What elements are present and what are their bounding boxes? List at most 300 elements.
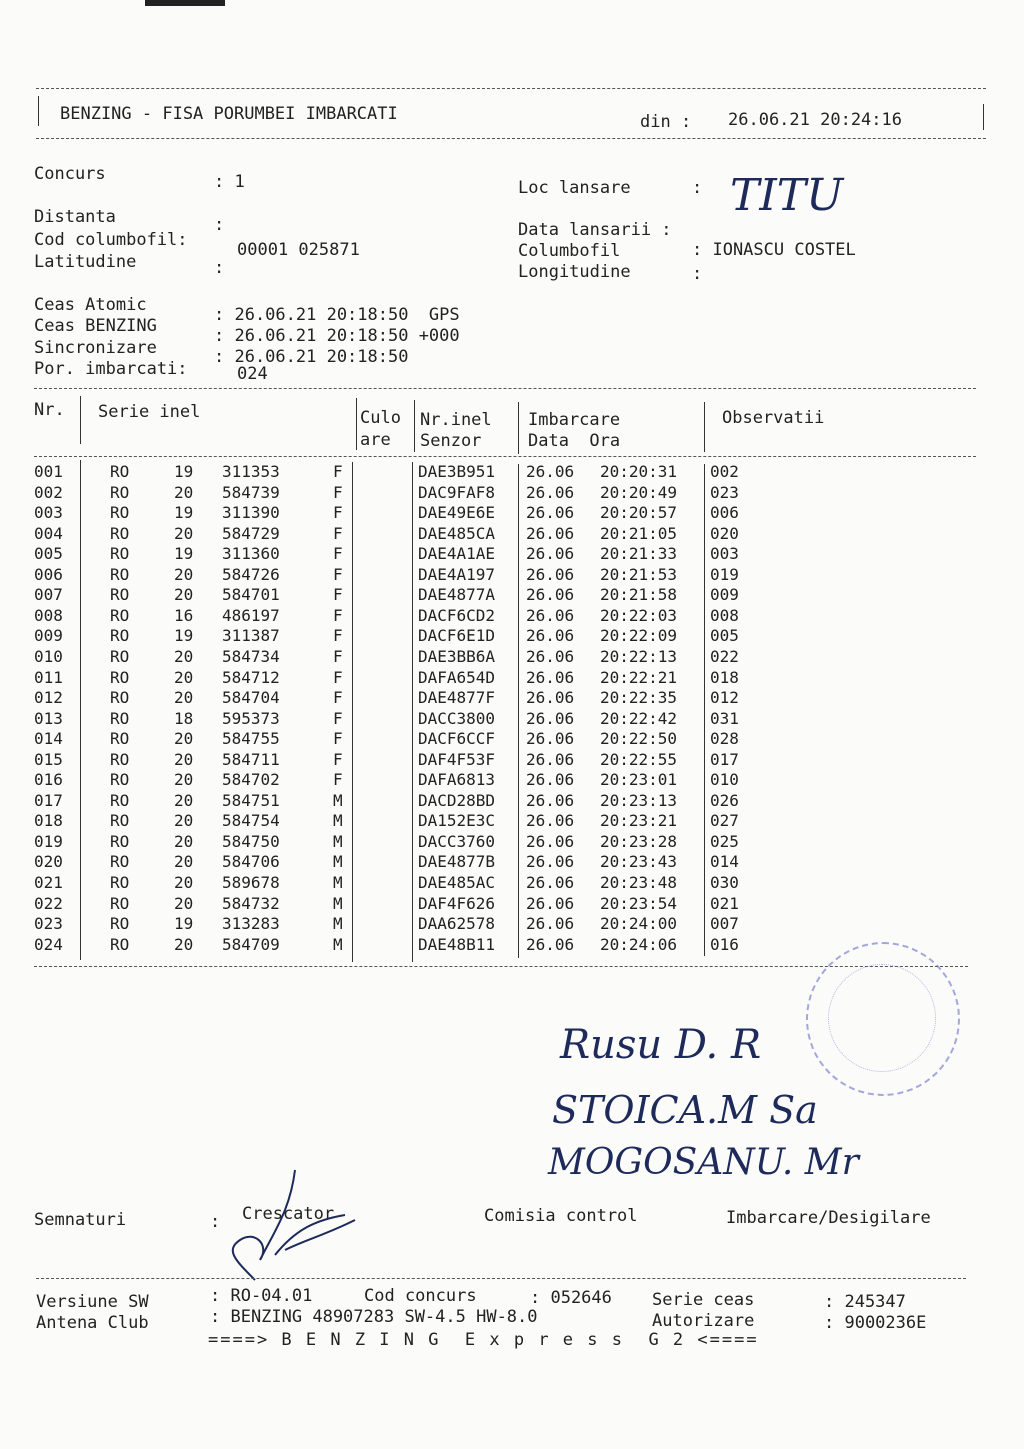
cell-data: 26.06 bbox=[526, 893, 575, 913]
table-row bbox=[0, 503, 1024, 523]
cell-data: 26.06 bbox=[526, 852, 575, 872]
cell-sex: F bbox=[333, 770, 343, 790]
cell-an: 20 bbox=[174, 482, 194, 502]
scan-edge-mark bbox=[145, 0, 225, 6]
cell-obs: 008 bbox=[710, 605, 739, 625]
cell-nr: 015 bbox=[34, 749, 63, 769]
cell-sex: F bbox=[333, 646, 343, 666]
cell-sex: M bbox=[333, 831, 343, 851]
cell-an: 18 bbox=[174, 708, 194, 728]
benzing-express-banner: ====> B E N Z I N G E x p r e s s G 2 <==== bbox=[208, 1330, 759, 1350]
distanta-label: Distanta bbox=[34, 207, 116, 227]
handwritten-name-2: STOICA.M Sa bbox=[552, 1088, 818, 1132]
cell-numar: 584755 bbox=[222, 729, 280, 749]
cell-ora: 20:22:42 bbox=[600, 708, 678, 728]
cell-tara: RO bbox=[110, 790, 130, 810]
cell-ora: 20:22:13 bbox=[600, 646, 678, 666]
cell-ora: 20:23:48 bbox=[600, 873, 678, 892]
cell-data: 26.06 bbox=[526, 770, 575, 790]
cell-tara: RO bbox=[110, 503, 130, 523]
latitudine-label: Latitudine bbox=[34, 252, 137, 272]
ceas-atomic-value: : 26.06.21 20:18:50 GPS bbox=[214, 305, 460, 325]
cell-obs: 028 bbox=[710, 729, 739, 749]
cell-senzor: DAE4A197 bbox=[418, 564, 496, 584]
distanta-sep: : bbox=[214, 215, 225, 235]
cell-an: 20 bbox=[174, 585, 194, 605]
cell-nr: 004 bbox=[34, 523, 63, 543]
header-left-border bbox=[38, 96, 39, 126]
cell-sex: F bbox=[333, 564, 343, 584]
cell-nr: 003 bbox=[34, 503, 63, 523]
sincronizare-value: : 26.06.21 20:18:50 bbox=[214, 347, 409, 367]
cell-obs: 022 bbox=[710, 646, 739, 666]
cell-ora: 20:21:05 bbox=[600, 523, 678, 543]
cell-data: 26.06 bbox=[526, 646, 575, 666]
cell-data: 26.06 bbox=[526, 585, 575, 605]
cell-obs: 030 bbox=[710, 873, 739, 892]
cell-nr: 006 bbox=[34, 564, 63, 584]
cell-nr: 018 bbox=[34, 811, 63, 831]
cell-an: 20 bbox=[174, 811, 194, 831]
club-stamp-inner-ring bbox=[828, 964, 936, 1072]
cell-an: 19 bbox=[174, 544, 194, 564]
cell-data: 26.06 bbox=[526, 873, 575, 892]
cell-tara: RO bbox=[110, 585, 130, 605]
cell-tara: RO bbox=[110, 544, 130, 564]
cell-an: 16 bbox=[174, 605, 194, 625]
cell-an: 20 bbox=[174, 770, 194, 790]
cell-ora: 20:22:50 bbox=[600, 729, 678, 749]
cell-tara: RO bbox=[110, 852, 130, 872]
col-header-culoare-1: Culo bbox=[360, 408, 401, 428]
cell-an: 19 bbox=[174, 626, 194, 646]
cell-obs: 021 bbox=[710, 893, 739, 913]
cell-numar: 584754 bbox=[222, 811, 280, 831]
por-imbarcati-value: 024 bbox=[237, 364, 268, 384]
body-divider-serie bbox=[352, 462, 353, 962]
header-divider-senzor bbox=[518, 402, 519, 454]
cell-an: 20 bbox=[174, 688, 194, 708]
col-header-nr: Nr. bbox=[34, 400, 65, 420]
cell-senzor: DAA62578 bbox=[418, 914, 496, 934]
cell-obs: 003 bbox=[710, 544, 739, 564]
cell-numar: 313283 bbox=[222, 914, 280, 934]
cell-nr: 022 bbox=[34, 893, 63, 913]
autorizare-label: Autorizare bbox=[652, 1311, 755, 1331]
cell-nr: 012 bbox=[34, 688, 63, 708]
cell-tara: RO bbox=[110, 667, 130, 687]
cell-tara: RO bbox=[110, 564, 130, 584]
cell-an: 20 bbox=[174, 893, 194, 913]
cod-concurs-label: Cod concurs bbox=[364, 1286, 477, 1306]
table-row bbox=[0, 750, 1024, 770]
cell-tara: RO bbox=[110, 770, 130, 790]
cell-tara: RO bbox=[110, 523, 130, 543]
cell-data: 26.06 bbox=[526, 688, 575, 708]
concurs-label: Concurs bbox=[34, 164, 106, 184]
cell-data: 26.06 bbox=[526, 564, 575, 584]
cell-ora: 20:23:28 bbox=[600, 831, 678, 851]
cell-numar: 311353 bbox=[222, 462, 280, 481]
cell-data: 26.06 bbox=[526, 831, 575, 851]
cell-tara: RO bbox=[110, 688, 130, 708]
table-row bbox=[0, 647, 1024, 667]
cell-numar: 311387 bbox=[222, 626, 280, 646]
cell-ora: 20:22:55 bbox=[600, 749, 678, 769]
cell-senzor: DAE49E6E bbox=[418, 503, 496, 523]
table-row bbox=[0, 565, 1024, 585]
cell-numar: 584726 bbox=[222, 564, 280, 584]
concurs-value: : 1 bbox=[214, 172, 245, 192]
cell-ora: 20:24:00 bbox=[600, 914, 678, 934]
cell-numar: 584711 bbox=[222, 749, 280, 769]
cell-numar: 584751 bbox=[222, 790, 280, 810]
cell-tara: RO bbox=[110, 893, 130, 913]
cell-obs: 005 bbox=[710, 626, 739, 646]
cell-ora: 20:24:06 bbox=[600, 934, 678, 954]
cell-obs: 027 bbox=[710, 811, 739, 831]
cell-data: 26.06 bbox=[526, 482, 575, 502]
imbarcare-desigilare-label: Imbarcare/Desigilare bbox=[726, 1208, 931, 1228]
cell-nr: 020 bbox=[34, 852, 63, 872]
cell-senzor: DA152E3C bbox=[418, 811, 496, 831]
cell-ora: 20:22:21 bbox=[600, 667, 678, 687]
cell-nr: 008 bbox=[34, 605, 63, 625]
body-divider-culoare bbox=[412, 462, 413, 962]
cell-senzor: DAC9FAF8 bbox=[418, 482, 496, 502]
col-header-imbarcare: Imbarcare bbox=[528, 410, 621, 430]
cell-obs: 025 bbox=[710, 831, 739, 851]
table-row bbox=[0, 668, 1024, 688]
handwritten-name-1: Rusu D. R bbox=[560, 1022, 762, 1068]
cell-nr: 005 bbox=[34, 544, 63, 564]
cell-sex: F bbox=[333, 482, 343, 502]
loc-lansare-sep: : bbox=[692, 178, 703, 198]
cell-ora: 20:21:33 bbox=[600, 544, 678, 564]
cell-an: 20 bbox=[174, 873, 194, 892]
loc-lansare-label: Loc lansare bbox=[518, 178, 631, 198]
cell-ora: 20:23:01 bbox=[600, 770, 678, 790]
cell-ora: 20:21:58 bbox=[600, 585, 678, 605]
cell-ora: 20:23:13 bbox=[600, 790, 678, 810]
cell-nr: 021 bbox=[34, 873, 63, 892]
por-imbarcati-label: Por. imbarcati: bbox=[34, 359, 188, 379]
table-row bbox=[0, 914, 1024, 934]
cell-tara: RO bbox=[110, 934, 130, 954]
cod-columbofil-value: 00001 025871 bbox=[237, 240, 360, 260]
cell-obs: 020 bbox=[710, 523, 739, 543]
header-right-border bbox=[983, 104, 984, 130]
header-divider-serie bbox=[356, 398, 357, 450]
cell-sex: F bbox=[333, 708, 343, 728]
cell-nr: 016 bbox=[34, 770, 63, 790]
cell-senzor: DAE48B11 bbox=[418, 934, 496, 954]
cell-obs: 009 bbox=[710, 585, 739, 605]
cell-obs: 006 bbox=[710, 503, 739, 523]
cell-tara: RO bbox=[110, 462, 130, 481]
cell-numar: 584706 bbox=[222, 852, 280, 872]
table-row bbox=[0, 791, 1024, 811]
table-row bbox=[0, 462, 1024, 482]
handwritten-name-3: MOGOSANU. Mr bbox=[548, 1142, 859, 1183]
table-top-border bbox=[34, 388, 976, 389]
cell-sex: M bbox=[333, 873, 343, 892]
serie-ceas-label: Serie ceas bbox=[652, 1290, 755, 1310]
cell-numar: 589678 bbox=[222, 873, 280, 892]
body-divider-senzor bbox=[518, 464, 519, 958]
cell-numar: 311390 bbox=[222, 503, 280, 523]
versiune-sw-label: Versiune SW bbox=[36, 1292, 149, 1312]
cell-sex: F bbox=[333, 462, 343, 481]
header-divider-nr bbox=[80, 396, 81, 444]
cell-numar: 584734 bbox=[222, 646, 280, 666]
club-stamp bbox=[806, 942, 960, 1096]
cell-nr: 014 bbox=[34, 729, 63, 749]
ceas-benzing-label: Ceas BENZING bbox=[34, 316, 157, 336]
col-header-nr-inel: Nr.inel bbox=[420, 410, 492, 430]
longitudine-label: Longitudine bbox=[518, 262, 631, 282]
header-divider-culoare bbox=[414, 400, 415, 452]
cell-sex: M bbox=[333, 852, 343, 872]
cell-numar: 584701 bbox=[222, 585, 280, 605]
cell-an: 20 bbox=[174, 523, 194, 543]
cell-data: 26.06 bbox=[526, 729, 575, 749]
table-row bbox=[0, 585, 1024, 605]
table-row bbox=[0, 729, 1024, 749]
cell-sex: F bbox=[333, 688, 343, 708]
cell-data: 26.06 bbox=[526, 708, 575, 728]
cell-senzor: DAE4A1AE bbox=[418, 544, 496, 564]
cell-data: 26.06 bbox=[526, 544, 575, 564]
antena-club-value: : BENZING 48907283 SW-4.5 HW-8.0 bbox=[210, 1307, 538, 1327]
table-row bbox=[0, 524, 1024, 544]
cod-concurs-value: : 052646 bbox=[530, 1288, 612, 1308]
footer-top-border bbox=[36, 1278, 966, 1279]
cell-nr: 002 bbox=[34, 482, 63, 502]
cell-an: 20 bbox=[174, 667, 194, 687]
cell-tara: RO bbox=[110, 482, 130, 502]
cell-numar: 584712 bbox=[222, 667, 280, 687]
table-row bbox=[0, 688, 1024, 708]
table-row bbox=[0, 852, 1024, 872]
cell-numar: 584729 bbox=[222, 523, 280, 543]
cell-numar: 311360 bbox=[222, 544, 280, 564]
cell-tara: RO bbox=[110, 749, 130, 769]
cell-an: 20 bbox=[174, 831, 194, 851]
cell-ora: 20:22:35 bbox=[600, 688, 678, 708]
cell-sex: F bbox=[333, 749, 343, 769]
cell-numar: 486197 bbox=[222, 605, 280, 625]
table-row bbox=[0, 483, 1024, 503]
cell-sex: F bbox=[333, 523, 343, 543]
cell-obs: 026 bbox=[710, 790, 739, 810]
header-bottom-border bbox=[36, 138, 986, 139]
cell-sex: M bbox=[333, 934, 343, 954]
latitudine-sep: : bbox=[214, 258, 225, 278]
antena-club-label: Antena Club bbox=[36, 1313, 149, 1333]
cell-data: 26.06 bbox=[526, 811, 575, 831]
cell-nr: 007 bbox=[34, 585, 63, 605]
table-row bbox=[0, 544, 1024, 564]
cell-data: 26.06 bbox=[526, 934, 575, 954]
cell-senzor: DACC3800 bbox=[418, 708, 496, 728]
cell-senzor: DAF4F626 bbox=[418, 893, 496, 913]
serie-ceas-value: : 245347 bbox=[824, 1292, 906, 1312]
cell-senzor: DAE4877A bbox=[418, 585, 496, 605]
date-label: din : bbox=[640, 112, 692, 132]
cell-tara: RO bbox=[110, 914, 130, 934]
cell-ora: 20:20:49 bbox=[600, 482, 678, 502]
cell-senzor: DACC3760 bbox=[418, 831, 496, 851]
cell-senzor: DAFA6813 bbox=[418, 770, 496, 790]
cell-tara: RO bbox=[110, 729, 130, 749]
col-header-data-ora: Data Ora bbox=[528, 431, 621, 451]
cell-data: 26.06 bbox=[526, 626, 575, 646]
semnaturi-sep: : bbox=[210, 1212, 221, 1232]
columbofil-value: : IONASCU COSTEL bbox=[692, 240, 856, 260]
cell-senzor: DACF6E1D bbox=[418, 626, 496, 646]
columbofil-label: Columbofil bbox=[518, 241, 621, 261]
cell-an: 20 bbox=[174, 646, 194, 666]
cell-ora: 20:21:53 bbox=[600, 564, 678, 584]
ceas-benzing-value: : 26.06.21 20:18:50 +000 bbox=[214, 326, 460, 346]
cell-senzor: DAE4877B bbox=[418, 852, 496, 872]
versiune-sw-value: : RO-04.01 bbox=[210, 1286, 313, 1306]
col-header-serie-inel: Serie inel bbox=[98, 402, 201, 422]
cell-tara: RO bbox=[110, 873, 130, 892]
cell-nr: 001 bbox=[34, 462, 63, 481]
cell-sex: F bbox=[333, 544, 343, 564]
cell-nr: 010 bbox=[34, 646, 63, 666]
cell-sex: M bbox=[333, 914, 343, 934]
comisia-control-label: Comisia control bbox=[484, 1206, 638, 1226]
cell-sex: M bbox=[333, 811, 343, 831]
cell-obs: 018 bbox=[710, 667, 739, 687]
cell-senzor: DAFA654D bbox=[418, 667, 496, 687]
semnaturi-label: Semnaturi bbox=[34, 1210, 127, 1230]
cell-sex: F bbox=[333, 667, 343, 687]
cell-senzor: DAF4F53F bbox=[418, 749, 496, 769]
cell-obs: 019 bbox=[710, 564, 739, 584]
table-row bbox=[0, 832, 1024, 852]
cell-data: 26.06 bbox=[526, 749, 575, 769]
cell-obs: 010 bbox=[710, 770, 739, 790]
cell-senzor: DAE3B951 bbox=[418, 462, 496, 481]
cell-data: 26.06 bbox=[526, 914, 575, 934]
document-title: BENZING - FISA PORUMBEI IMBARCATI bbox=[60, 104, 398, 124]
sincronizare-label: Sincronizare bbox=[34, 338, 157, 358]
cell-sex: F bbox=[333, 585, 343, 605]
cell-nr: 024 bbox=[34, 934, 63, 954]
cell-nr: 017 bbox=[34, 790, 63, 810]
cell-sex: F bbox=[333, 626, 343, 646]
body-divider-imbarcare bbox=[704, 464, 705, 956]
cell-numar: 584739 bbox=[222, 482, 280, 502]
cell-an: 20 bbox=[174, 934, 194, 954]
cell-ora: 20:23:43 bbox=[600, 852, 678, 872]
cell-sex: F bbox=[333, 605, 343, 625]
crescator-signature bbox=[215, 1160, 375, 1300]
table-row bbox=[0, 873, 1024, 893]
cell-ora: 20:22:03 bbox=[600, 605, 678, 625]
cell-obs: 017 bbox=[710, 749, 739, 769]
cell-sex: F bbox=[333, 503, 343, 523]
print-datetime: 26.06.21 20:24:16 bbox=[728, 110, 902, 130]
cell-numar: 584750 bbox=[222, 831, 280, 851]
cell-an: 20 bbox=[174, 852, 194, 872]
cell-senzor: DAE485AC bbox=[418, 873, 496, 892]
cell-tara: RO bbox=[110, 708, 130, 728]
cell-obs: 031 bbox=[710, 708, 739, 728]
cell-obs: 016 bbox=[710, 934, 739, 954]
cell-obs: 014 bbox=[710, 852, 739, 872]
cell-numar: 584704 bbox=[222, 688, 280, 708]
ceas-atomic-label: Ceas Atomic bbox=[34, 295, 147, 315]
cell-nr: 023 bbox=[34, 914, 63, 934]
cell-tara: RO bbox=[110, 646, 130, 666]
cell-an: 19 bbox=[174, 462, 194, 481]
cell-senzor: DAE4877F bbox=[418, 688, 496, 708]
cell-numar: 595373 bbox=[222, 708, 280, 728]
cell-data: 26.06 bbox=[526, 667, 575, 687]
cell-numar: 584732 bbox=[222, 893, 280, 913]
cell-an: 20 bbox=[174, 749, 194, 769]
cod-columbofil-label: Cod columbofil: bbox=[34, 230, 188, 250]
cell-obs: 023 bbox=[710, 482, 739, 502]
autorizare-value: : 9000236E bbox=[824, 1313, 927, 1333]
cell-nr: 013 bbox=[34, 708, 63, 728]
cell-obs: 002 bbox=[710, 462, 739, 481]
loc-lansare-handwritten: TITU bbox=[730, 170, 844, 221]
table-row bbox=[0, 626, 1024, 646]
cell-ora: 20:23:21 bbox=[600, 811, 678, 831]
cell-numar: 584709 bbox=[222, 934, 280, 954]
cell-data: 26.06 bbox=[526, 462, 575, 481]
cell-senzor: DACD28BD bbox=[418, 790, 496, 810]
cell-nr: 019 bbox=[34, 831, 63, 851]
cell-data: 26.06 bbox=[526, 605, 575, 625]
cell-sex: F bbox=[333, 729, 343, 749]
data-lansarii-label: Data lansarii : bbox=[518, 220, 672, 240]
table-row bbox=[0, 894, 1024, 914]
cell-tara: RO bbox=[110, 605, 130, 625]
cell-an: 19 bbox=[174, 503, 194, 523]
cell-sex: M bbox=[333, 893, 343, 913]
table-row bbox=[0, 811, 1024, 831]
cell-ora: 20:23:54 bbox=[600, 893, 678, 913]
cell-data: 26.06 bbox=[526, 503, 575, 523]
cell-obs: 007 bbox=[710, 914, 739, 934]
longitudine-sep: : bbox=[692, 264, 703, 284]
header-top-border bbox=[36, 88, 986, 89]
table-header-bottom-border bbox=[34, 456, 976, 457]
crescator-label: Crescator bbox=[242, 1204, 335, 1224]
cell-ora: 20:20:57 bbox=[600, 503, 678, 523]
table-row bbox=[0, 770, 1024, 790]
col-header-senzor: Senzor bbox=[420, 431, 482, 451]
cell-an: 19 bbox=[174, 914, 194, 934]
cell-ora: 20:20:31 bbox=[600, 462, 678, 481]
cell-tara: RO bbox=[110, 626, 130, 646]
cell-data: 26.06 bbox=[526, 790, 575, 810]
cell-ora: 20:22:09 bbox=[600, 626, 678, 646]
cell-nr: 009 bbox=[34, 626, 63, 646]
cell-senzor: DAE485CA bbox=[418, 523, 496, 543]
table-row bbox=[0, 709, 1024, 729]
cell-obs: 012 bbox=[710, 688, 739, 708]
cell-an: 20 bbox=[174, 729, 194, 749]
cell-senzor: DACF6CCF bbox=[418, 729, 496, 749]
